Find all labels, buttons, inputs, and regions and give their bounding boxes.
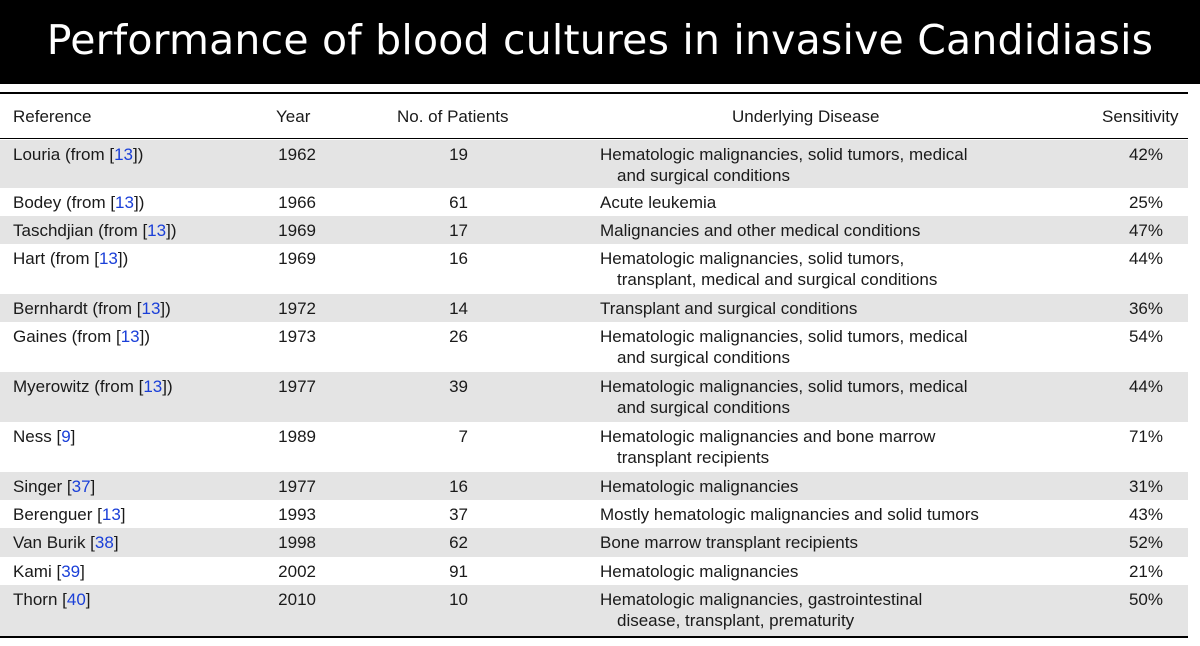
reference-prefix: [	[90, 533, 95, 552]
disease-cell	[600, 326, 1060, 368]
sensitivity-cell: 43%	[1128, 505, 1163, 524]
year-cell: 1973	[278, 327, 316, 346]
reference-author: Bodey	[13, 193, 66, 212]
reference-suffix: ]	[85, 590, 91, 609]
patients-cell: 17	[449, 221, 468, 240]
reference-cell	[13, 561, 85, 582]
reference-prefix: [	[56, 562, 62, 581]
year-cell: 1977	[278, 377, 316, 396]
citation-number: 13	[101, 505, 121, 524]
year-cell: 1998	[278, 533, 316, 552]
year-cell: 1966	[278, 193, 316, 212]
disease-cell	[600, 426, 1060, 468]
reference-prefix: (from [	[71, 327, 121, 346]
reference-cell	[13, 298, 171, 319]
reference-cell	[13, 248, 128, 269]
disease-line-1: Hematologic malignancies, solid tumors,	[600, 249, 905, 268]
year-cell: 1977	[278, 477, 316, 496]
patients-cell: 62	[449, 533, 468, 552]
citation-number: 13	[143, 377, 163, 396]
reference-suffix: ]	[120, 505, 126, 524]
sensitivity-cell: 47%	[1128, 221, 1163, 240]
table-row	[0, 294, 1188, 322]
reference-author: Berenguer	[13, 505, 98, 524]
year-cell: 1993	[278, 505, 316, 524]
year-cell: 1989	[278, 427, 316, 446]
disease-line-1: Malignancies and other medical conditions	[600, 221, 921, 240]
table-row	[0, 500, 1188, 528]
reference-author: Thorn	[13, 590, 63, 609]
year-cell: 2010	[278, 590, 316, 609]
citation-number: 37	[71, 477, 91, 496]
table-row	[0, 585, 1188, 636]
table-row	[0, 557, 1188, 585]
reference-author: Bernhardt	[13, 299, 93, 318]
citation-number: 13	[114, 145, 134, 164]
sensitivity-cell: 25%	[1128, 193, 1163, 212]
table-row	[0, 188, 1188, 216]
reference-prefix: [	[97, 505, 102, 524]
reference-prefix: (from [	[94, 377, 144, 396]
year-cell: 1969	[278, 249, 316, 268]
citation-number: 40	[66, 590, 86, 609]
reference-suffix: ])	[160, 299, 171, 318]
disease-line-1: Acute leukemia	[600, 193, 717, 212]
reference-suffix: ])	[162, 377, 173, 396]
disease-cell	[600, 220, 1060, 241]
patients-cell: 37	[449, 505, 468, 524]
disease-line-1: Hematologic malignancies	[600, 562, 799, 581]
sensitivity-cell: 44%	[1128, 377, 1163, 396]
reference-prefix: (from [	[92, 299, 142, 318]
year-cell: 1962	[278, 145, 316, 164]
citation-number: 13	[147, 221, 167, 240]
reference-author: Kami	[13, 562, 57, 581]
disease-line-2: and surgical conditions	[617, 348, 790, 367]
citation-number: 39	[61, 562, 81, 581]
disease-cell	[600, 298, 1060, 319]
disease-cell	[600, 589, 1060, 631]
header-patients: No. of Patients	[397, 107, 509, 126]
reference-author: Ness	[13, 427, 57, 446]
reference-prefix: (from [	[65, 193, 116, 212]
reference-suffix: ])	[117, 249, 129, 268]
table-row	[0, 372, 1188, 422]
table-bottom-rule	[0, 636, 1188, 638]
disease-line-2: and surgical conditions	[617, 166, 790, 185]
disease-line-2: disease, transplant, prematurity	[617, 611, 855, 630]
reference-cell	[13, 504, 126, 525]
sensitivity-cell: 36%	[1128, 299, 1163, 318]
reference-prefix: [	[56, 427, 62, 446]
table-row	[0, 472, 1188, 500]
reference-prefix: (from [	[98, 221, 148, 240]
disease-line-1: Bone marrow transplant recipients	[600, 533, 858, 552]
table-row	[0, 244, 1188, 294]
header-year: Year	[276, 107, 311, 126]
disease-line-1: Hematologic malignancies, solid tumors, medical	[600, 377, 968, 396]
table-top-rule	[0, 92, 1188, 94]
patients-cell: 19	[449, 145, 468, 164]
sensitivity-cell: 31%	[1128, 477, 1163, 496]
reference-prefix: (from [	[49, 249, 99, 268]
disease-cell	[600, 532, 1060, 553]
reference-prefix: [	[62, 590, 67, 609]
reference-prefix: (from [	[64, 145, 115, 164]
year-cell: 2002	[278, 562, 316, 581]
disease-line-1: Hematologic malignancies and bone marrow	[600, 427, 936, 446]
disease-cell	[600, 376, 1060, 418]
reference-author: Louria	[13, 145, 65, 164]
sensitivity-cell: 42%	[1128, 145, 1163, 164]
disease-cell	[600, 476, 1060, 497]
disease-line-1: Mostly hematologic malignancies and solid tumors	[600, 505, 979, 524]
citation-number: 9	[61, 427, 71, 446]
reference-suffix: ])	[133, 193, 145, 212]
reference-prefix: [	[66, 477, 72, 496]
sensitivity-cell: 54%	[1128, 327, 1163, 346]
title-banner	[0, 0, 1200, 84]
sensitivity-cell: 50%	[1128, 590, 1163, 609]
reference-author: Van Burik	[13, 533, 91, 552]
table-row	[0, 140, 1188, 188]
reference-cell	[13, 589, 91, 610]
patients-cell: 10	[449, 590, 468, 609]
disease-line-2: transplant, medical and surgical conditions	[617, 270, 938, 289]
reference-cell	[13, 426, 75, 447]
patients-cell: 39	[449, 377, 468, 396]
reference-suffix: ]	[70, 427, 76, 446]
patients-cell: 16	[449, 249, 468, 268]
disease-cell	[600, 248, 1060, 290]
reference-cell	[13, 326, 150, 347]
reference-suffix: ])	[139, 327, 151, 346]
patients-cell: 7	[458, 427, 468, 446]
reference-author: Singer	[13, 477, 67, 496]
sensitivity-cell: 44%	[1128, 249, 1163, 268]
disease-line-1: Hematologic malignancies, solid tumors, medical	[600, 327, 968, 346]
reference-suffix: ]	[80, 562, 85, 581]
patients-cell: 16	[449, 477, 468, 496]
patients-cell: 91	[449, 562, 468, 581]
page-title: Performance of blood cultures in invasive Candidiasis	[46, 16, 1154, 64]
disease-cell	[600, 504, 1060, 525]
disease-line-2: and surgical conditions	[617, 398, 790, 417]
disease-cell	[600, 192, 1060, 213]
patients-cell: 61	[449, 193, 468, 212]
patients-cell: 26	[449, 327, 468, 346]
reference-cell	[13, 376, 173, 397]
header-sensitivity: Sensitivity	[1102, 107, 1179, 126]
reference-cell	[13, 192, 144, 213]
reference-author: Gaines	[13, 327, 72, 346]
sensitivity-cell: 52%	[1128, 533, 1163, 552]
disease-line-1: Hematologic malignancies, solid tumors, medical	[600, 145, 968, 164]
citation-number: 13	[98, 249, 118, 268]
reference-suffix: ]	[90, 477, 96, 496]
year-cell: 1972	[278, 299, 316, 318]
reference-cell	[13, 476, 95, 497]
disease-line-1: Hematologic malignancies	[600, 477, 799, 496]
header-disease: Underlying Disease	[732, 107, 880, 126]
citation-number: 13	[115, 193, 134, 212]
disease-line-1: Transplant and surgical conditions	[600, 299, 858, 318]
disease-line-2: transplant recipients	[617, 448, 770, 467]
reference-suffix: ]	[113, 533, 119, 552]
reference-cell	[13, 532, 119, 553]
table-row	[0, 422, 1188, 472]
disease-cell	[600, 144, 1060, 186]
reference-author: Myerowitz	[13, 377, 95, 396]
disease-cell	[600, 561, 1060, 582]
citation-number: 13	[120, 327, 140, 346]
patients-cell: 14	[449, 299, 468, 318]
year-cell: 1969	[278, 221, 316, 240]
disease-line-1: Hematologic malignancies, gastrointestinal	[600, 590, 923, 609]
table-row	[0, 528, 1188, 557]
table-row	[0, 322, 1188, 372]
reference-cell	[13, 144, 143, 165]
table-row	[0, 216, 1188, 244]
reference-suffix: ])	[133, 145, 144, 164]
citation-number: 38	[94, 533, 114, 552]
table-header-rule	[0, 138, 1188, 139]
reference-author: Hart	[13, 249, 50, 268]
reference-suffix: ])	[166, 221, 177, 240]
header-reference: Reference	[13, 107, 92, 126]
citation-number: 13	[141, 299, 161, 318]
reference-author: Taschdjian	[13, 221, 99, 240]
sensitivity-cell: 21%	[1128, 562, 1163, 581]
reference-cell	[13, 220, 176, 241]
sensitivity-cell: 71%	[1128, 427, 1163, 446]
